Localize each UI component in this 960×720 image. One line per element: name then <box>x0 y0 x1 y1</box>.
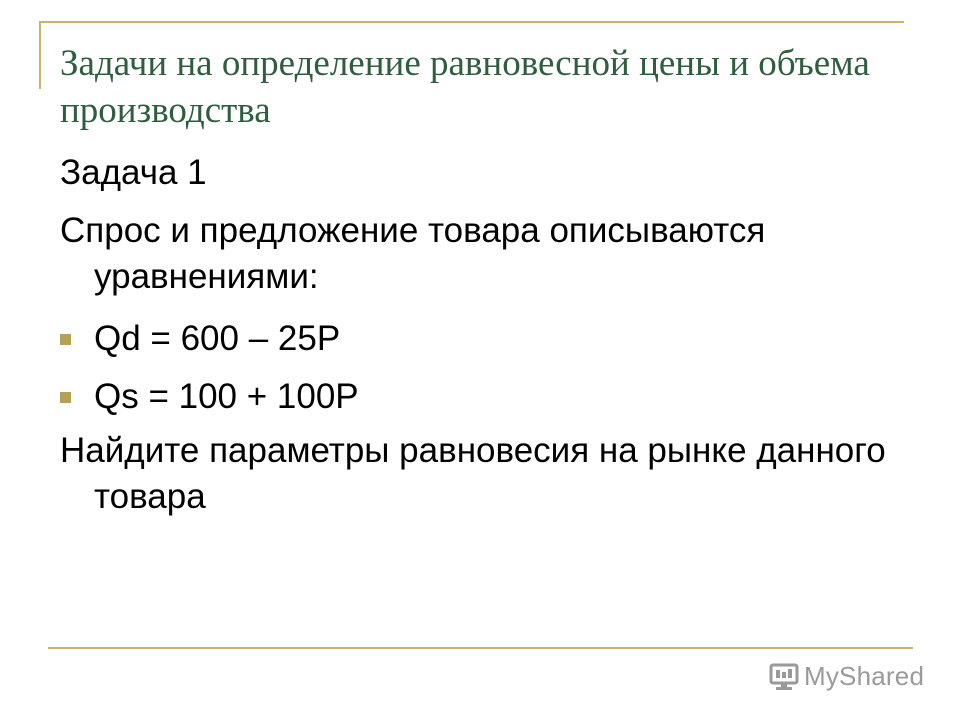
square-bullet-icon <box>60 334 71 345</box>
square-bullet-icon <box>60 392 71 403</box>
top-rule <box>39 21 904 23</box>
task-question: Найдите параметры равновесия на рынке данного товара <box>60 431 886 516</box>
myshared-logo-icon <box>768 660 800 692</box>
task-intro: Спрос и предложение товара описываются уравнениями: <box>60 211 766 296</box>
bottom-rule <box>48 647 913 649</box>
supply-equation: Qs = 100 + 100P <box>94 377 359 416</box>
watermark-text: MyShared <box>804 660 925 691</box>
left-rule <box>39 21 41 89</box>
slide-title: Задачи на определение равновесной цены и объема производства <box>60 43 870 131</box>
task-heading: Задача 1 <box>60 153 207 192</box>
watermark <box>768 658 924 694</box>
demand-equation: Qd = 600 – 25P <box>94 319 341 358</box>
